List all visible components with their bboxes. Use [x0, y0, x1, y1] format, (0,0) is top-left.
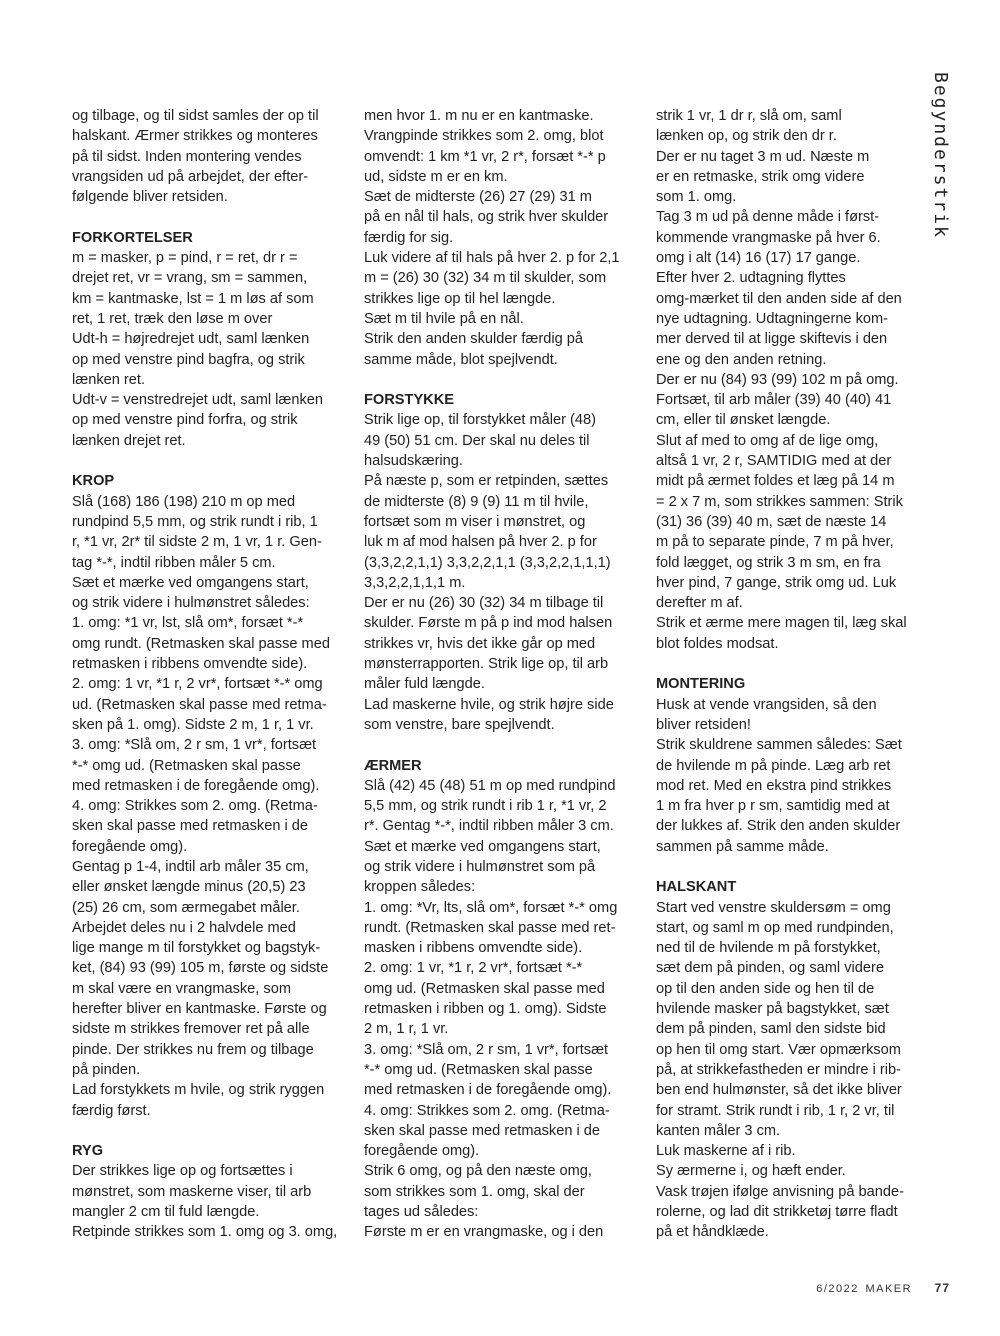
- section-side-label: Begynderstrik: [930, 72, 951, 239]
- magazine-name: MAKER: [865, 1283, 913, 1295]
- sleeves-section-paragraph: Slå (42) 45 (48) 51 m op med rundpind 5,5 mm, og strik rundt i rib 1 r, *1 vr, 2 r*. Gentag *-*, indtil ribben måler 3 cm. Sæt et mærke ved omgangens start, og strik videre i hulmønstret som på kroppen således: 1. omg: *Vr, lts, slå om*, forsæt *-* omg rundt. (Retmasken skal passe med ret- masken i ribbens omvendte side). 2. omg: 1 vr, *1 r, 2 vr*, fortsæt *-* omg ud. (Retmasken skal passe med retmasken i ribben og 1. omg). Sidste 2 m, 1 r, 1 vr. 3. omg: *Slå om, 2 r sm, 1 vr*, fortsæt *-* omg ud. (Retmasken skal passe med retmasken i de foregående omg). 4. omg: Strikkes som 2. omg. (Retma- sken skal passe med retmasken i de foregående omg). Strik 6 omg, og på den næste omg, som strikkes som 1. omg, skal der tages ud således: Første m er en vrangmaske, og i den: [364, 777, 618, 1241]
- heading-ryg: RYG: [72, 1143, 104, 1160]
- back-section-continued: men hvor 1. m nu er en kantmaske. Vrangpinde strikkes som 2. omg, blot omvendt: 1 km *1 vr, 2 r*, forsæt *-* p ud, sidste m er en km. Sæt de midterste (26) 27 (29) 31 m på en nål til hals, og strik hver skulder færdig for sig. Luk videre af til hals på hver 2. p for 2,1 m = (26) 30 (32) 34 m til skulder, som strikkes lige op til hel længde. Sæt m til hvile på en nål. Strik den anden skulder færdig på samme måde, blot spejlvendt.: [364, 108, 620, 368]
- back-section-paragraph: Der strikkes lige op og fortsættes i mønstret, som maskerne viser, til arb mangler 2 cm til fuld længde. Retpinde strikkes som 1. omg og 3. omg,: [72, 1163, 338, 1241]
- heading-montering: MONTERING: [656, 676, 746, 693]
- text-column-2: [364, 106, 646, 1243]
- heading-forkortelser: FORKORTELSER: [72, 229, 193, 246]
- page-number: 77: [934, 1281, 950, 1295]
- intro-paragraph: og tilbage, og til sidst samles der op til halskant. Ærmer strikkes og monteres på til sidst. Inden montering vendes vrangsiden ud på arbejdet, der efter- følgende bliver retsiden.: [72, 108, 319, 206]
- body-section-paragraph: Slå (168) 186 (198) 210 m op med rundpind 5,5 mm, og strik rundt i rib, 1 r, *1 vr, 2r* til sidste 2 m, 1 vr, 1 r. Gen- tag *-*, indtil ribben måler 5 cm. Sæt et mærke ved omgangens start, og strik videre i hulmønstret således: 1. omg: *1 vr, lst, slå om*, forsæt *-* omg rundt. (Retmasken skal passe med retmasken i ribbens omvendte side). 2. omg: 1 vr, *1 r, 2 vr*, fortsæt *-* omg ud. (Retmasken skal passe med retma- sken på 1. omg). Sidste 2 m, 1 r, 1 vr. 3. omg: *Slå om, 2 r sm, 1 vr*, fortsæt *-* omg ud. (Retmasken skal passe med retmasken i de foregående omg). 4. omg: Strikkes som 2. omg. (Retma- sken skal passe med retmasken i de foregående omg). Gentag p 1-4, indtil arb måler 35 cm, eller ønsket længde minus (20,5) 23 (25) 26 cm, som ærmegabet måler. Arbejdet deles nu i 2 halvdele med lige mange m til forstykket og bagstyk- ket, (84) 93 (99) 105 m, første og sidste m skal være en vrangmaske, som herefter bliver en kantmaske. Første og sidste m strikkes fremover ret på alle pinde. Der strikkes nu frem og tilbage på pinden. Lad forstykkets m hvile, og strik ryggen færdig først.: [72, 493, 330, 1119]
- heading-krop: KROP: [72, 473, 115, 490]
- text-column-3: [656, 106, 938, 1243]
- heading-halskant: HALSKANT: [656, 879, 737, 896]
- front-section-paragraph: Strik lige op, til forstykket måler (48) 49 (50) 51 cm. Der skal nu deles til halsudskæring. På næste p, som er retpinden, sættes de midterste (8) 9 (9) 11 m til hvile, fortsæt som m viser i mønstret, og luk m af mod halsen på hver 2. p for (3,3,2,2,1,1) 3,3,2,2,1,1 (3,3,2,2,1,1,1) 3,3,2,2,1,1,1 m. Der er nu (26) 30 (32) 34 m tilbage til skulder. Første m på p ind mod halsen strikkes vr, hvis det ikke går op med mønsterrapporten. Strik lige op, til arb måler fuld længde. Lad maskerne hvile, og strik højre side som venstre, bare spejlvendt.: [364, 412, 614, 733]
- sleeves-section-continued: strik 1 vr, 1 dr r, slå om, saml lænken op, og strik den dr r. Der er nu taget 3 m ud. Næste m er en retmaske, strik omg videre som 1. omg. Tag 3 m ud på denne måde i først- kommende vrangmaske på hver 6. omg i alt (14) 16 (17) 17 gange. Efter hver 2. udtagning flyttes omg-mærket til den anden side af den nye udtagning. Udtagningerne kom- mer derved til at ligge skiftevis i den ene og den anden retning. Der er nu (84) 93 (99) 102 m på omg. Fortsæt, til arb måler (39) 40 (40) 41 cm, eller til ønsket længde. Slut af med to omg af de lige omg, altså 1 vr, 2 r, SAMTIDIG med at der midt på ærmet foldes et læg på 14 m = 2 x 7 m, som strikkes sammen: Strik (31) 36 (39) 40 m, sæt de næste 14 m på to separate pinde, 7 m på hver, fold lægget, og strik 3 m sm, en fra hver pind, 7 gange, strik omg ud. Luk derefter m af. Strik et ærme mere magen til, læg skal blot foldes modsat.: [656, 108, 907, 652]
- page-footer: [816, 1281, 950, 1295]
- issue-number: 6/2022: [816, 1283, 859, 1295]
- neckband-section-paragraph: Start ved venstre skuldersøm = omg start, og saml m op med rundpinden, ned til de hvilende m på forstykket, sæt dem på pinden, og saml videre op til den anden side og hen til de hvilende masker på bagstykket, sæt dem på pinden, saml den sidste bid op hen til omg start. Vær opmærksom på, at strikkefastheden er mindre i rib- ben end hulmønster, så det ikke bliver for stramt. Strik rundt i rib, 1 r, 2 vr, til kanten måler 3 cm. Luk maskerne af i rib. Sy ærmerne i, og hæft ender. Vask trøjen ifølge anvisning på bande- rolerne, og lad dit strikketøj tørre fladt på et håndklæde.: [656, 899, 904, 1241]
- abbreviations-paragraph: m = masker, p = pind, r = ret, dr r = drejet ret, vr = vrang, sm = sammen, km = kantmaske, lst = 1 m løs af som ret, 1 ret, træk den løse m over Udt-h = højredrejet udt, saml lænken op med venstre pind bagfra, og strik lænken ret. Udt-v = venstredrejet udt, saml lænken op med venstre pind forfra, og strik lænken drejet ret.: [72, 250, 324, 449]
- heading-aermer: ÆRMER: [364, 757, 422, 774]
- text-column-1: [72, 106, 354, 1243]
- assembly-section-paragraph: Husk at vende vrangsiden, så den bliver retsiden! Strik skuldrene sammen således: Sæt de hvilende m på pinde. Læg arb ret mod ret. Med en ekstra pind strikkes 1 m fra hver p r sm, samtidig med at der lukkes af. Strik den anden skulder sammen på samme måde.: [656, 696, 902, 855]
- heading-forstykke: FORSTYKKE: [364, 392, 454, 409]
